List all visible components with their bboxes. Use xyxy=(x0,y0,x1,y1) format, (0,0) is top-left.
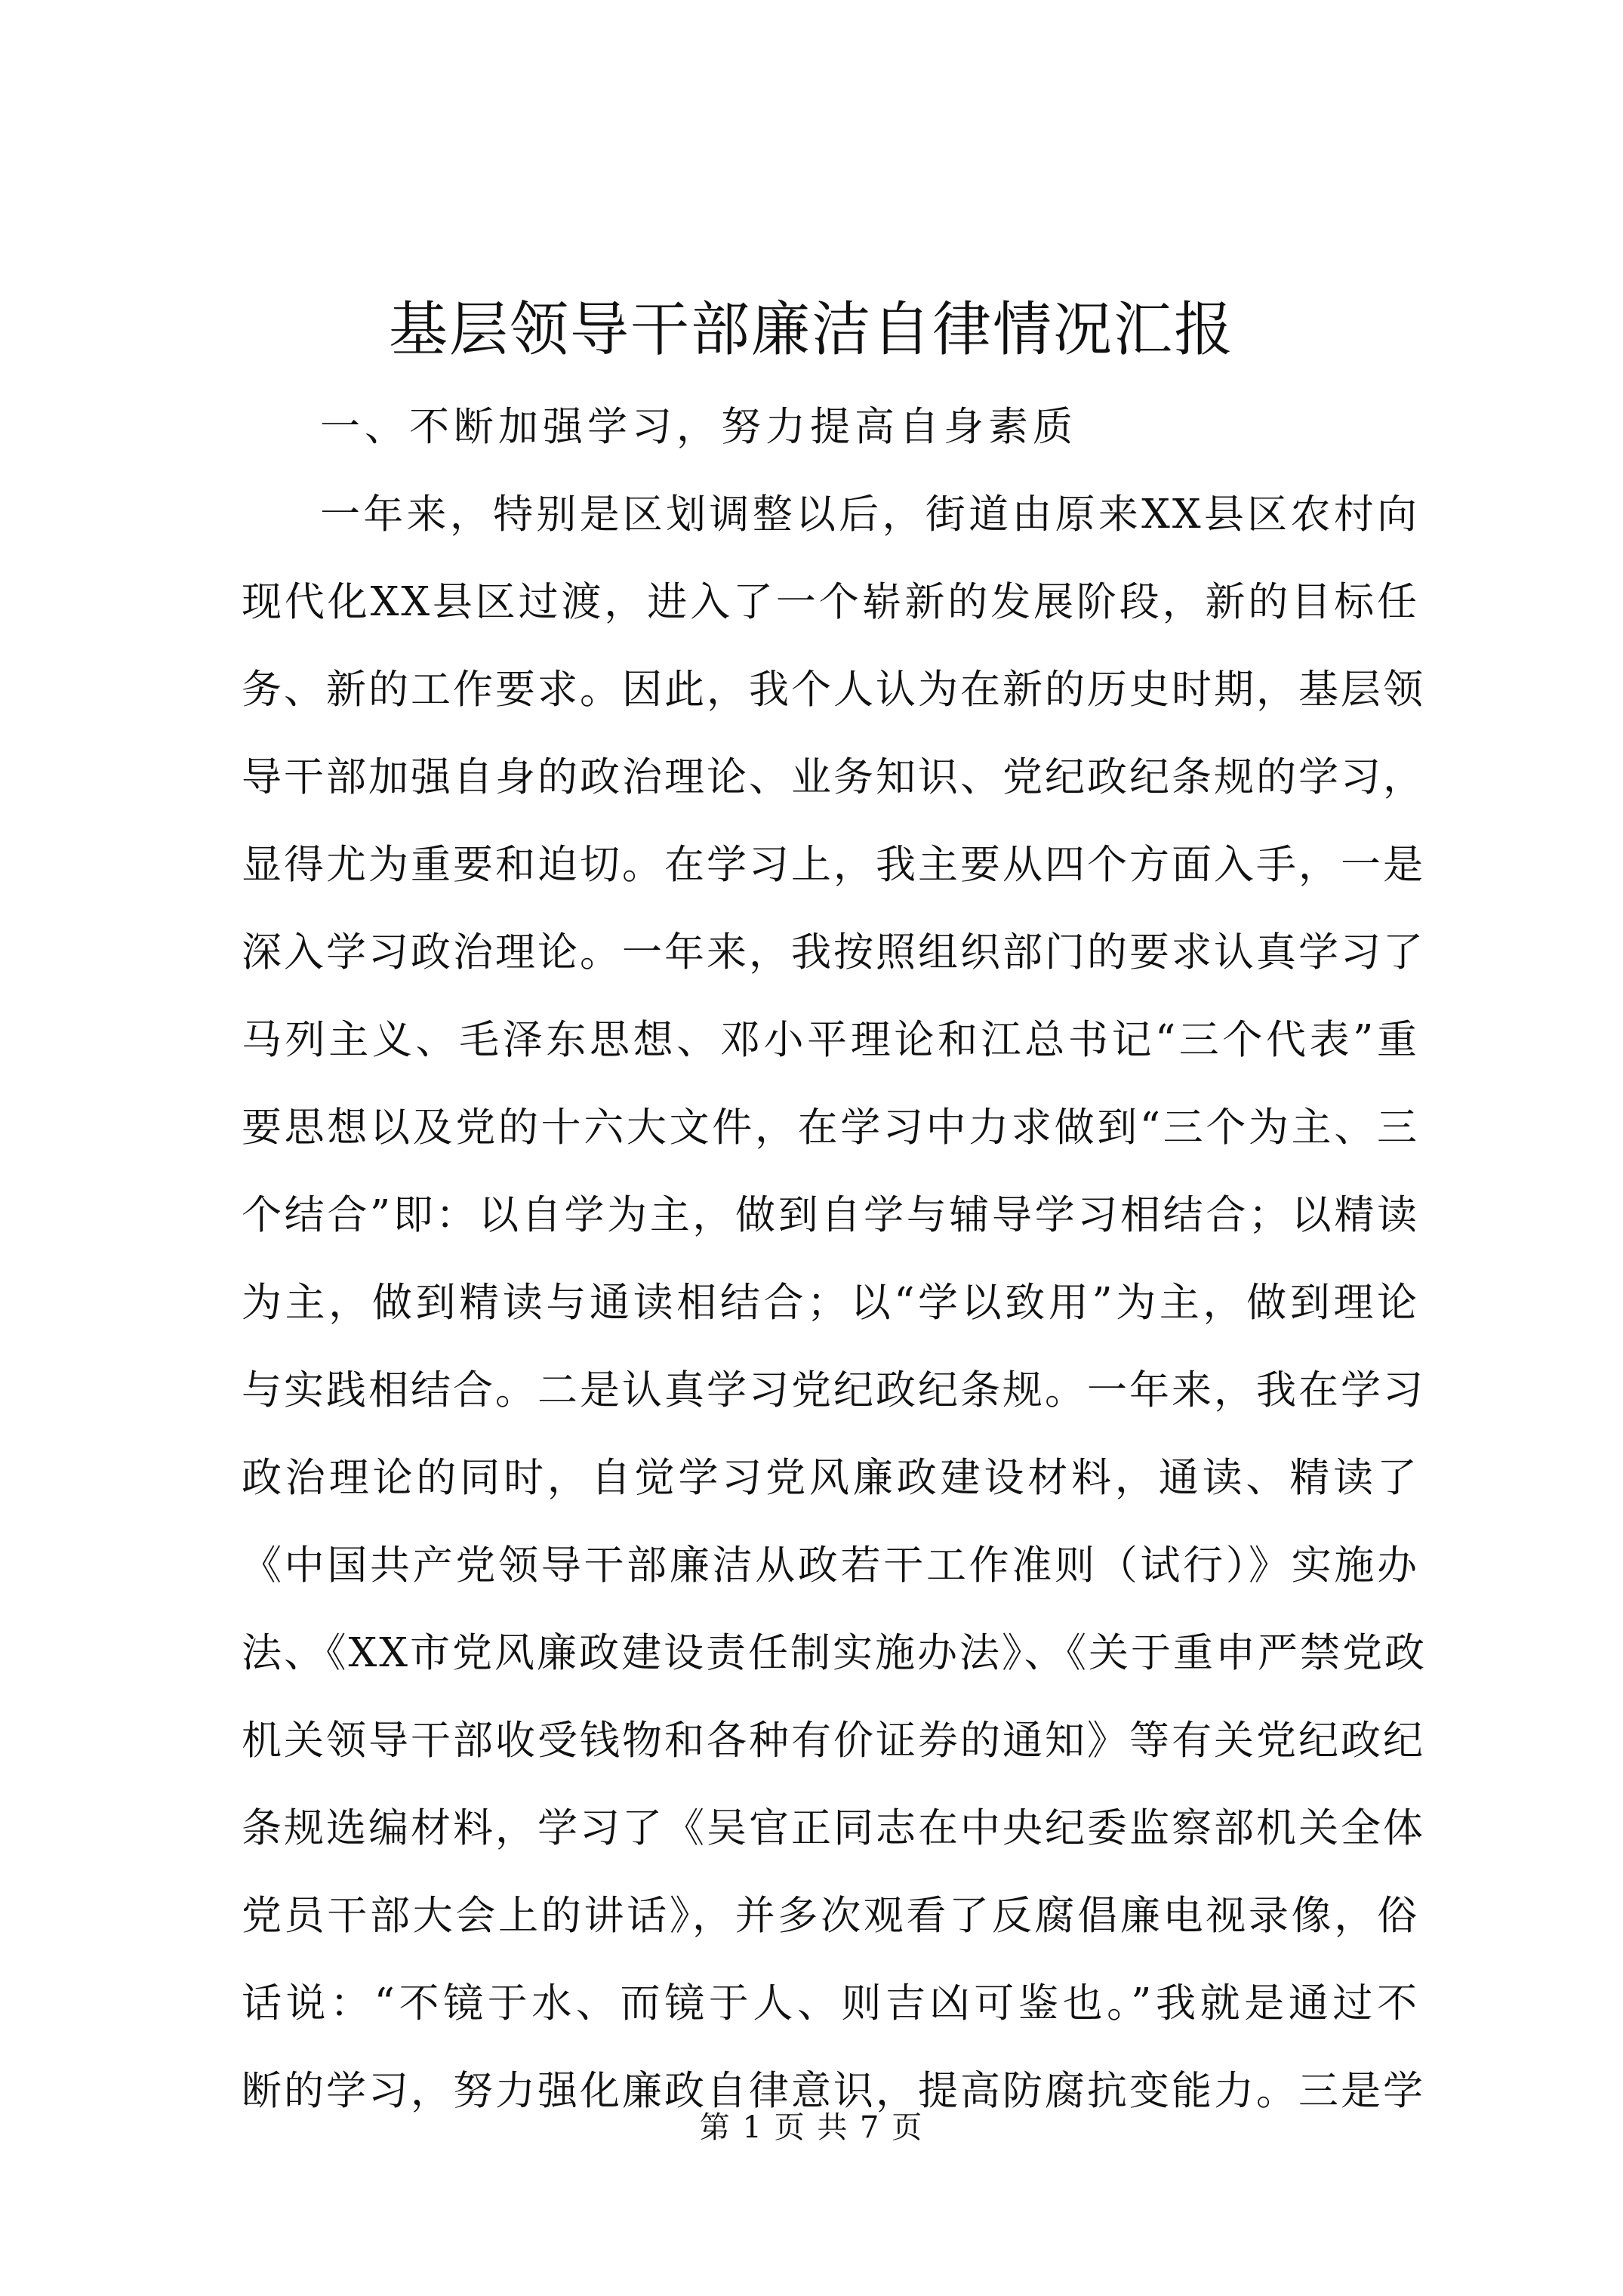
paragraph-line: 马列主义、毛泽东思想、邓小平理论和江总书记“三个代表”重 xyxy=(242,1017,1419,1063)
paragraph-line: 断的学习，努力强化廉政自律意识，提高防腐抗变能力。三是学 xyxy=(242,2068,1425,2114)
page-footer: 第 1 页 共 7 页 xyxy=(699,2110,924,2145)
document-title: 基层领导干部廉洁自律情况汇报 xyxy=(388,296,1234,364)
paragraph-line: 显得尤为重要和迫切。在学习上，我主要从四个方面入手，一是 xyxy=(242,842,1425,888)
paragraph-line: 党员干部大会上的讲话》，并多次观看了反腐倡廉电视录像，俗 xyxy=(242,1893,1419,1939)
paragraph-line: 为主，做到精读与通读相结合；以“学以致用”为主，做到理论 xyxy=(242,1280,1419,1326)
paragraph-line: 《中国共产党领导干部廉洁从政若干工作准则（试行）》实施办 xyxy=(242,1542,1419,1589)
paragraph-line: 与实践相结合。二是认真学习党纪政纪条规。一年来，我在学习 xyxy=(242,1367,1425,1413)
paragraph-line: 法、《XX市党风廉政建设责任制实施办法》、《关于重申严禁党政 xyxy=(242,1630,1427,1676)
paragraph-line: 务、新的工作要求。因此，我个人认为在新的历史时期，基层领 xyxy=(242,667,1425,713)
paragraph-line: 话说：“不镜于水、而镜于人、则吉凶可鉴也。”我就是通过不 xyxy=(242,1980,1419,2026)
paragraph-line: 机关领导干部收受钱物和各种有价证券的通知》等有关党纪政纪 xyxy=(242,1718,1425,1764)
section-heading: 一、不断加强学习，努力提高自身素质 xyxy=(320,404,1077,450)
paragraph-line: 导干部加强自身的政治理论、业务知识、党纪政纪条规的学习， xyxy=(242,754,1425,800)
paragraph-line: 政治理论的同时，自觉学习党风廉政建设材料，通读、精读了 xyxy=(242,1455,1419,1501)
paragraph-line: 现代化XX县区过渡，进入了一个崭新的发展阶段，新的目标任 xyxy=(242,579,1419,625)
document-body xyxy=(242,384,1427,2135)
paragraph-line: 个结合”即：以自学为主，做到自学与辅导学习相结合；以精读 xyxy=(242,1192,1419,1238)
paragraph-line: 要思想以及党的十六大文件，在学习中力求做到“三个为主、三 xyxy=(242,1105,1419,1151)
paragraph-line: 深入学习政治理论。一年来，我按照组织部门的要求认真学习了 xyxy=(242,929,1425,975)
paragraph-line: 条规选编材料，学习了《吴官正同志在中央纪委监察部机关全体 xyxy=(242,1805,1425,1851)
paragraph-line: 一年来，特别是区划调整以后，街道由原来XX县区农村向 xyxy=(320,492,1419,538)
